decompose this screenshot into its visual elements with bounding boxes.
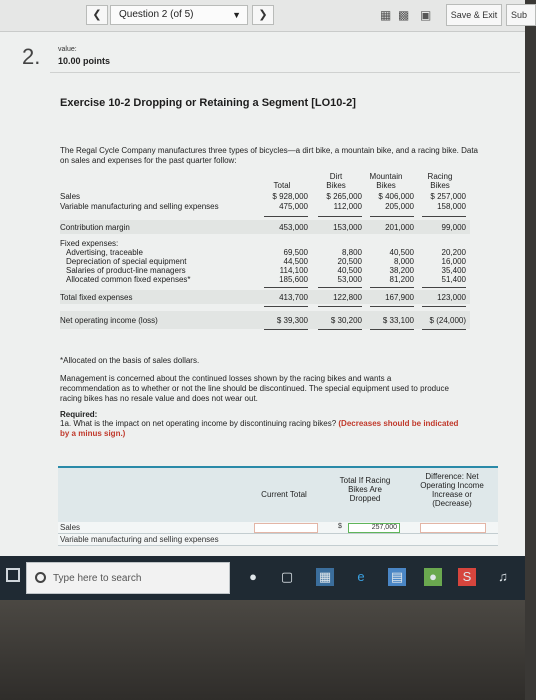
chrome-icon[interactable]: ● bbox=[424, 568, 442, 586]
underline bbox=[370, 216, 414, 217]
cell: 453,000 bbox=[279, 223, 308, 232]
cell: 38,200 bbox=[389, 266, 414, 275]
sales-current-input[interactable] bbox=[254, 523, 318, 533]
chevron-left-icon: ❮ bbox=[92, 9, 102, 21]
row-label: Salaries of product-line managers bbox=[66, 266, 186, 275]
header-mountain-line2: Bikes bbox=[376, 181, 396, 190]
store-icon[interactable]: ▦ bbox=[316, 568, 334, 586]
cell: 35,400 bbox=[441, 266, 466, 275]
app-s-icon[interactable]: S bbox=[458, 568, 476, 586]
underline bbox=[264, 287, 308, 288]
double-underline bbox=[370, 329, 414, 330]
management-paragraph: Management is concerned about the continued losses shown by the racing bikes and wants a recommendation as to whether or not the line should be discontinued. The special equipment used to produce racing bikes has no resale value and does not wear out. bbox=[60, 374, 449, 403]
cell: $ 257,000 bbox=[430, 192, 466, 201]
header-dirt bbox=[310, 172, 362, 190]
windows-taskbar bbox=[0, 556, 525, 600]
question-text: 1a. What is the impact on net operating income by discontinuing racing bikes? bbox=[60, 419, 337, 428]
edge-icon[interactable]: e bbox=[357, 569, 365, 584]
underline bbox=[370, 306, 414, 307]
header-line: (Decrease) bbox=[432, 499, 472, 508]
grid-icon[interactable]: ▩ bbox=[398, 8, 410, 22]
underline bbox=[318, 216, 362, 217]
row-label: Contribution margin bbox=[60, 223, 130, 232]
sales-dropped-input[interactable]: 257,000 bbox=[348, 523, 400, 533]
folder-icon[interactable]: ▤ bbox=[388, 568, 406, 586]
header-line: Bikes Are bbox=[348, 485, 382, 494]
question-instruction: (Decreases should be indicated by a minus sign.) bbox=[60, 419, 459, 438]
cell: $ (24,000) bbox=[429, 316, 466, 325]
header-total: Total bbox=[273, 181, 291, 190]
row-label: Net operating income (loss) bbox=[60, 316, 158, 325]
cell: 40,500 bbox=[389, 248, 414, 257]
answer-row-sales bbox=[58, 522, 498, 534]
cell: 20,200 bbox=[441, 248, 466, 257]
header-mountain-line1: Mountain bbox=[369, 172, 403, 181]
double-underline bbox=[422, 329, 466, 330]
caret-down-icon: ▼ bbox=[232, 10, 241, 20]
underline bbox=[264, 216, 308, 217]
cell: 16,000 bbox=[441, 257, 466, 266]
question-number: 2. bbox=[22, 44, 41, 69]
double-underline bbox=[264, 329, 308, 330]
cell: 8,000 bbox=[393, 257, 414, 266]
cell: 44,500 bbox=[283, 257, 308, 266]
cell: 114,100 bbox=[279, 266, 308, 275]
cell: 51,400 bbox=[441, 275, 466, 284]
header-mountain bbox=[360, 172, 412, 190]
row-allocated bbox=[60, 275, 470, 286]
windows-start-icon[interactable] bbox=[6, 568, 20, 582]
question-toolbar bbox=[0, 0, 528, 32]
cell: 201,000 bbox=[385, 223, 414, 232]
cell: $ 265,000 bbox=[326, 192, 362, 201]
underline bbox=[422, 287, 466, 288]
double-underline bbox=[318, 329, 362, 330]
cell: 40,500 bbox=[337, 266, 362, 275]
cell: 123,000 bbox=[437, 293, 466, 302]
answer-table bbox=[58, 466, 498, 546]
header-dirt-line2: Bikes bbox=[326, 181, 346, 190]
cell: 20,500 bbox=[337, 257, 362, 266]
header-racing-line1: Racing bbox=[427, 172, 453, 181]
submit-button[interactable]: Sub bbox=[506, 4, 536, 26]
underline bbox=[318, 306, 362, 307]
save-exit-button[interactable]: Save & Exit bbox=[446, 4, 502, 26]
next-question-button[interactable] bbox=[252, 5, 274, 25]
cell: 167,900 bbox=[385, 293, 414, 302]
divider bbox=[50, 72, 520, 73]
task-view-icon[interactable]: ▢ bbox=[280, 569, 294, 584]
monitor-bezel bbox=[0, 600, 525, 700]
cell: $ 406,000 bbox=[378, 192, 414, 201]
header-line: Dropped bbox=[349, 494, 381, 503]
search-placeholder: Type here to search bbox=[53, 573, 142, 584]
header-line: Total If Racing bbox=[339, 476, 391, 485]
cell: $ 928,000 bbox=[272, 192, 308, 201]
header-line: Increase or bbox=[431, 490, 473, 499]
header-racing bbox=[414, 172, 466, 190]
header-total-if-dropped bbox=[330, 476, 400, 503]
header-current-total: Current Total bbox=[261, 490, 307, 499]
row-label: Sales bbox=[60, 523, 81, 532]
cell: 112,000 bbox=[333, 202, 362, 211]
notifications-icon[interactable]: ♫ bbox=[498, 569, 508, 584]
search-icon bbox=[35, 572, 46, 583]
row-label: Total fixed expenses bbox=[60, 293, 133, 302]
underline bbox=[422, 306, 466, 307]
header-difference bbox=[410, 472, 494, 508]
dollar-sign: $ bbox=[338, 523, 342, 530]
cell: $ 30,200 bbox=[330, 316, 362, 325]
cell: $ 39,300 bbox=[276, 316, 308, 325]
row-variable bbox=[60, 202, 470, 213]
question-select-label: Question 2 (of 5) bbox=[119, 9, 194, 20]
cell: 8,800 bbox=[341, 248, 362, 257]
underline bbox=[264, 306, 308, 307]
underline bbox=[318, 287, 362, 288]
underline bbox=[422, 216, 466, 217]
row-label: Sales bbox=[60, 192, 81, 201]
cell: 122,800 bbox=[333, 293, 362, 302]
answer-table-header bbox=[58, 466, 498, 522]
cell: 158,000 bbox=[437, 202, 466, 211]
required-heading: Required: bbox=[60, 410, 98, 419]
cell: 413,700 bbox=[279, 293, 308, 302]
row-label: Advertising, traceable bbox=[66, 248, 143, 257]
row-label: Depreciation of special equipment bbox=[66, 257, 187, 266]
sales-difference-input[interactable] bbox=[420, 523, 486, 533]
chevron-right-icon: ❯ bbox=[258, 9, 268, 21]
question-points: 10.00 points bbox=[58, 56, 111, 66]
header-dirt-line1: Dirt bbox=[329, 172, 343, 181]
row-label: Variable manufacturing and selling expenses bbox=[60, 202, 219, 211]
required-question bbox=[60, 419, 460, 439]
row-total-fixed bbox=[60, 293, 470, 304]
header-line: Operating Income bbox=[420, 481, 484, 490]
cell: 99,000 bbox=[441, 223, 466, 232]
cell: 475,000 bbox=[279, 202, 308, 211]
taskbar-search-input[interactable] bbox=[26, 562, 230, 594]
exercise-title: Exercise 10-2 Dropping or Retaining a Segment [LO10-2] bbox=[60, 97, 356, 109]
cell: 185,600 bbox=[279, 275, 308, 284]
row-net-income bbox=[60, 316, 470, 327]
header-line: Difference: Net bbox=[425, 472, 479, 481]
microphone-icon[interactable]: ● bbox=[249, 569, 257, 584]
cell: 205,000 bbox=[385, 202, 414, 211]
exercise-intro: The Regal Cycle Company manufactures three types of bicycles—a dirt bike, a mountain bike, and a racing bike. Data on sales and expenses for the past quarter follow: bbox=[60, 146, 478, 165]
header-racing-line2: Bikes bbox=[430, 181, 450, 190]
calculator-icon[interactable]: ▦ bbox=[380, 8, 392, 22]
cell: 69,500 bbox=[283, 248, 308, 257]
cell: 53,000 bbox=[337, 275, 362, 284]
prev-question-button[interactable] bbox=[86, 5, 108, 25]
row-label: Fixed expenses: bbox=[60, 239, 119, 248]
cell: 81,200 bbox=[389, 275, 414, 284]
cell: 153,000 bbox=[333, 223, 362, 232]
row-label: Variable manufacturing and selling expenses bbox=[60, 535, 219, 544]
footnote: *Allocated on the basis of sales dollars. bbox=[60, 356, 200, 365]
cell: $ 33,100 bbox=[382, 316, 414, 325]
value-label: value: bbox=[58, 46, 77, 53]
question-select[interactable] bbox=[110, 5, 248, 25]
underline bbox=[370, 287, 414, 288]
answer-row-variable bbox=[58, 534, 498, 546]
row-contribution bbox=[60, 223, 470, 234]
book-icon[interactable]: ▣ bbox=[420, 8, 432, 22]
row-label: Allocated common fixed expenses* bbox=[66, 275, 191, 284]
